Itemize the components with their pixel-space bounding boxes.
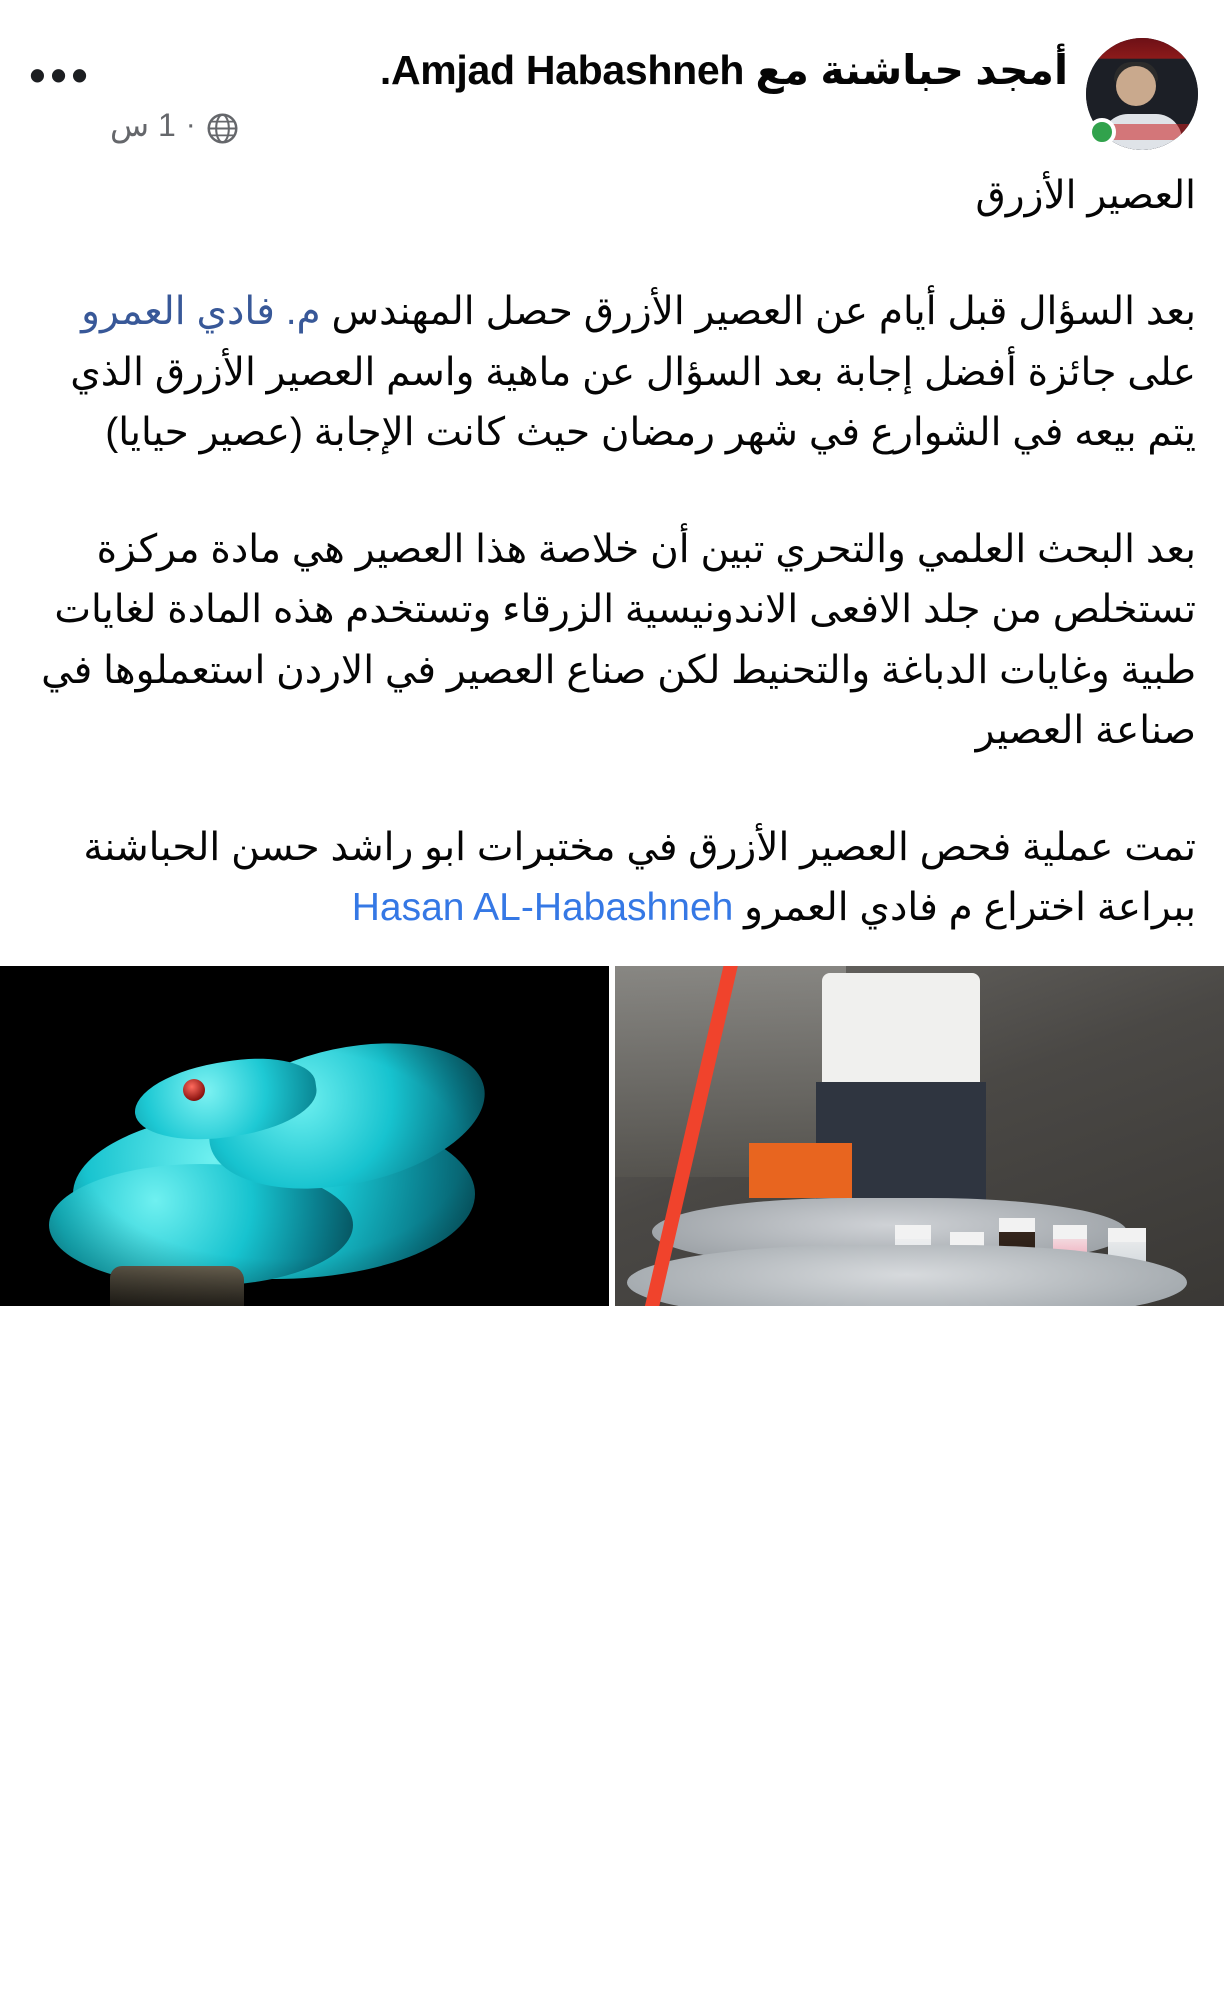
post-header-text bbox=[96, 34, 1086, 144]
avatar[interactable] bbox=[1086, 38, 1198, 150]
meta-separator: · bbox=[185, 108, 196, 142]
online-status-badge bbox=[1088, 118, 1116, 146]
more-options-glyph: ••• bbox=[29, 49, 93, 101]
para1-segment-1: بعد السؤال قبل أيام عن العصير الأزرق حصل المهندس bbox=[320, 290, 1196, 334]
avatar-face bbox=[1116, 66, 1156, 106]
paragraph-gap bbox=[28, 762, 1196, 818]
photo-bottle-cap bbox=[1108, 1228, 1146, 1242]
photo-metal-tray-lower bbox=[627, 1245, 1187, 1306]
post-header bbox=[0, 0, 1224, 160]
para3-segment-1: تمت عملية فحص العصير الأزرق في مختبرات ابو راشد حسن الحباشنة ببراعة اختراع م فادي العمرو bbox=[72, 825, 1196, 929]
photo-vignette bbox=[0, 966, 609, 1306]
photo-person-shirt bbox=[822, 973, 980, 1089]
mentioned-engineer-link[interactable]: م. فادي العمرو bbox=[81, 290, 321, 334]
more-options-icon[interactable] bbox=[26, 34, 96, 101]
street-juice-stand-photo[interactable] bbox=[615, 966, 1224, 1306]
paragraph-gap bbox=[28, 464, 1196, 520]
photo-bottle-cap bbox=[895, 1225, 931, 1239]
para1-segment-3: على جائزة أفضل إجابة بعد السؤال عن ماهية واسم العصير الأزرق الذي يتم بيعه في الشوارع في شهر رمضان حيث كانت الإجابة (عصير حيايا) bbox=[59, 290, 1196, 455]
photo-bottle-cap bbox=[950, 1232, 984, 1246]
post-media-grid bbox=[0, 966, 1224, 1306]
photo-bottle-cap bbox=[999, 1218, 1035, 1232]
paragraph-gap bbox=[28, 226, 1196, 282]
photo-orange-crate bbox=[749, 1143, 853, 1197]
post-text-paragraph-3 bbox=[28, 818, 1196, 939]
globe-icon[interactable] bbox=[206, 112, 239, 145]
post-meta bbox=[110, 106, 1068, 144]
post-text-paragraph-1 bbox=[28, 282, 1196, 463]
blue-viper-snake-photo[interactable] bbox=[0, 966, 609, 1306]
post-text-title: العصير الأزرق bbox=[975, 174, 1196, 217]
post-author-name[interactable]: أمجد حباشنة مع Amjad Habashneh. bbox=[379, 47, 1068, 93]
post-text-paragraph-2: بعد البحث العلمي والتحري تبين أن خلاصة هذا العصير هي مادة مركزة تستخلص من جلد الافعى الاندونيسية الزرقاء وتستخدم هذه المادة لغايات طبية وغايات الدباغة والتحنيط لكن صناع العصير في الاردن استعملوها في صناعة العصير bbox=[30, 527, 1196, 753]
post-text bbox=[0, 160, 1224, 952]
photo-bottle-cap bbox=[1053, 1225, 1087, 1239]
tagged-person-link[interactable]: Hasan AL-Habashneh bbox=[351, 885, 734, 929]
post-timestamp[interactable]: 1 س bbox=[110, 107, 176, 144]
